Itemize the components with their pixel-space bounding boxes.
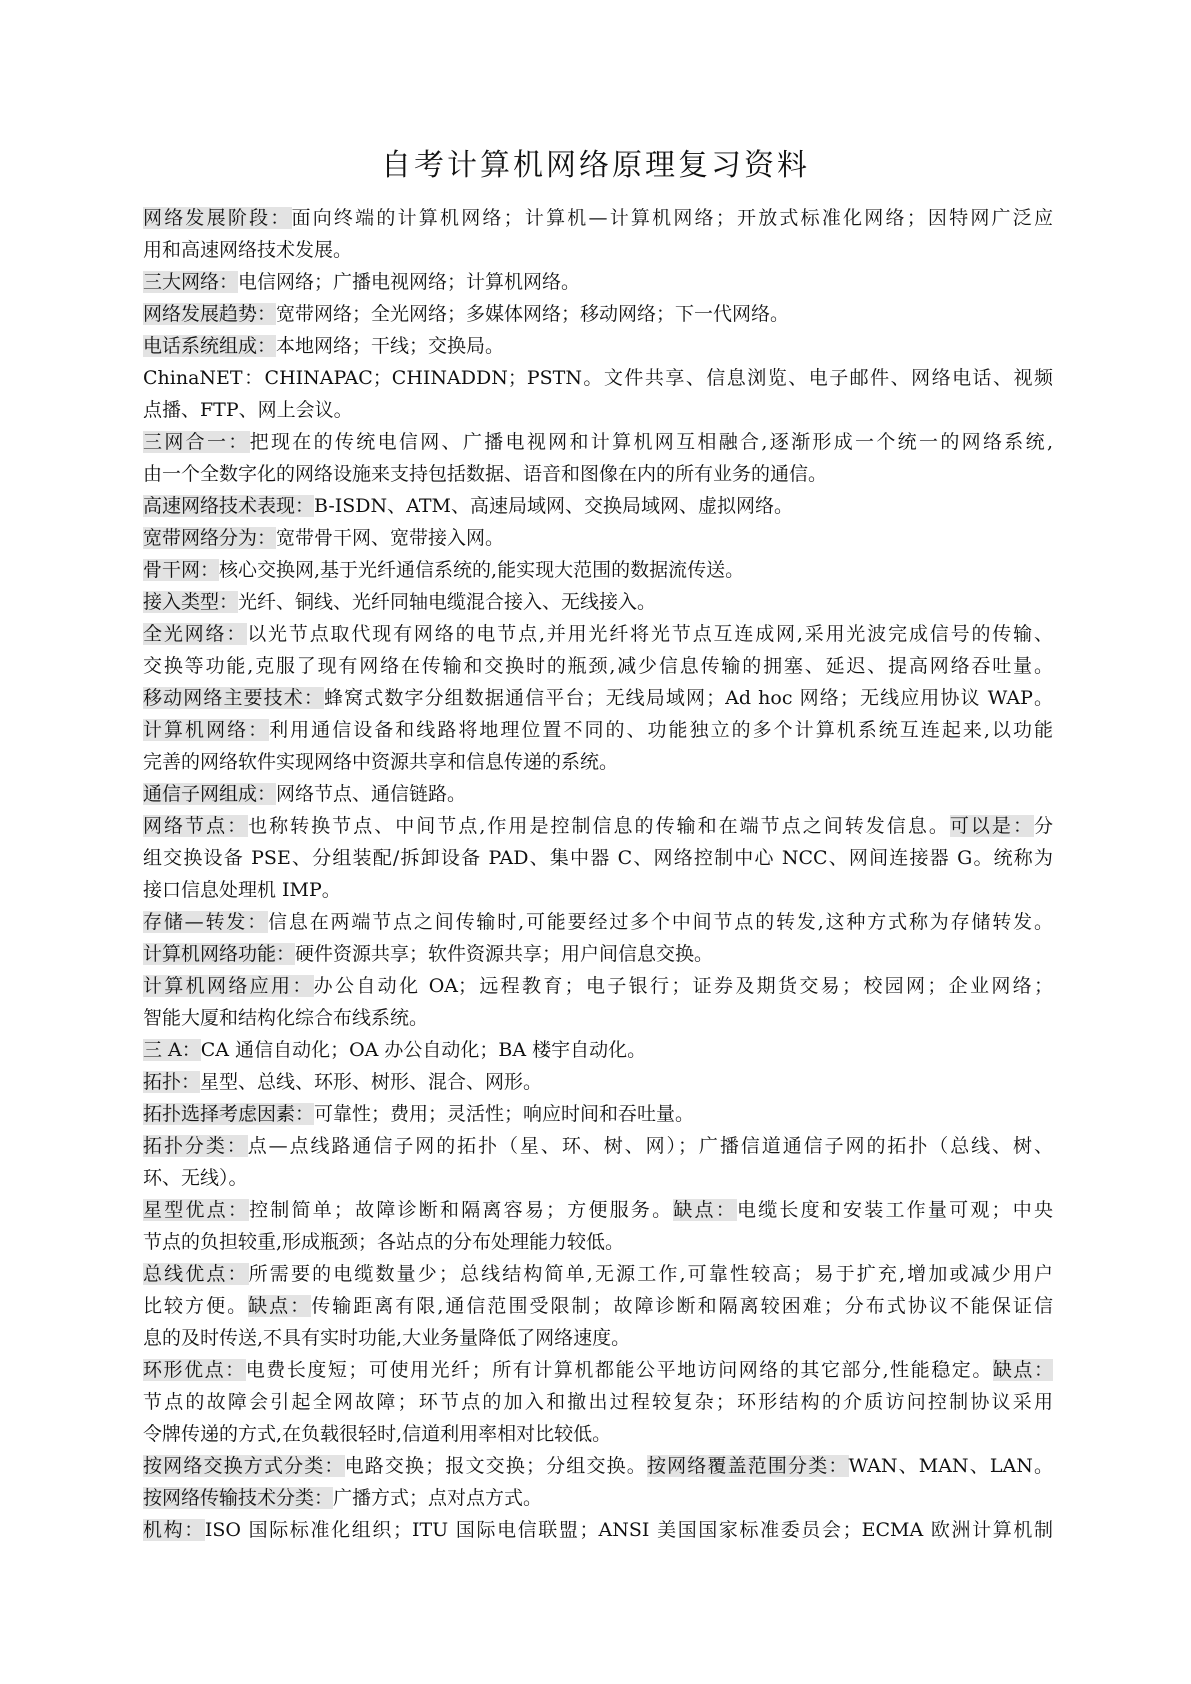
text-line [143, 1194, 1053, 1226]
text-line [143, 490, 1053, 522]
highlighted-term: 通信子网组成： [143, 783, 277, 805]
highlighted-term: 宽带网络分为： [143, 527, 277, 549]
text-line [143, 714, 1053, 746]
text-line [143, 778, 1053, 810]
highlighted-term: 缺点： [248, 1295, 312, 1317]
text-segment: ISO 国际标准化组织；ITU 国际电信联盟；ANSI 美国国家标准委员会；ECMA 欧洲计算机制 [204, 1519, 1053, 1541]
text-line [143, 458, 1053, 490]
text-segment: 也称转换节点、中间节点,作用是控制信息的传输和在端节点之间转发信息。 [248, 815, 950, 837]
highlighted-term: 接入类型： [143, 591, 239, 613]
text-segment: 节点的负担较重,形成瓶颈；各站点的分布处理能力较低。 [143, 1231, 625, 1253]
text-segment: 节点的故障会引起全网故障；环节点的加入和撤出过程较复杂；环形结构的介质访问控制协议采用 [143, 1391, 1053, 1413]
text-line [143, 650, 1053, 682]
text-segment: 蜂窝式数字分组数据通信平台；无线局域网；Ad hoc 网络；无线应用协议 WAP。 [324, 687, 1053, 709]
text-segment: 电费长度短；可使用光纤；所有计算机都能公平地访问网络的其它部分,性能稳定。 [245, 1359, 993, 1381]
highlighted-term: 三网合一： [143, 431, 250, 453]
text-segment: 核心交换网,基于光纤通信系统的,能实现大范围的数据流传送。 [219, 559, 745, 581]
text-line [143, 1162, 1053, 1194]
text-segment: 完善的网络软件实现网络中资源共享和信息传递的系统。 [143, 751, 619, 773]
text-segment: 组交换设备 PSE、分组装配/拆卸设备 PAD、集中器 C、网络控制中心 NCC、网间连接器 G。统称为 [143, 847, 1053, 869]
text-segment: 面向终端的计算机网络；计算机—计算机网络；开放式标准化网络；因特网广泛应 [291, 207, 1053, 229]
highlighted-term: 网络发展趋势： [143, 303, 277, 325]
highlighted-term: 高速网络技术表现： [143, 495, 315, 517]
text-line [143, 586, 1053, 618]
text-line [143, 906, 1053, 938]
text-segment: 信息在两端节点之间传输时,可能要经过多个中间节点的转发,这种方式称为存储转发。 [268, 911, 1053, 933]
text-segment: 宽带骨干网、宽带接入网。 [276, 527, 505, 549]
highlighted-term: 网络节点： [143, 815, 249, 837]
highlighted-term: 存储—转发： [143, 911, 269, 933]
text-segment: B-ISDN、ATM、高速局域网、交换局域网、虚拟网络。 [314, 495, 793, 517]
text-line [143, 618, 1053, 650]
text-line [143, 874, 1053, 906]
text-segment: 点播、FTP、网上会议。 [143, 399, 353, 421]
text-line [143, 1226, 1053, 1258]
text-segment: 光纤、铜线、光纤同轴电缆混合接入、无线接入。 [238, 591, 657, 613]
highlighted-term: 计算机网络功能： [143, 943, 296, 965]
text-line [143, 1322, 1053, 1354]
text-segment: 所需要的电缆数量少；总线结构简单,无源工作,可靠性较高；易于扩充,增加或减少用户 [248, 1263, 1053, 1285]
text-segment: 息的及时传送,不具有实时功能,大业务量降低了网络速度。 [143, 1327, 631, 1349]
text-line [143, 554, 1053, 586]
highlighted-term: 移动网络主要技术： [143, 687, 325, 709]
text-segment: 电路交换；报文交换；分组交换。 [344, 1455, 647, 1477]
text-segment: 分 [1033, 815, 1053, 837]
highlighted-term: 按网络传输技术分类： [143, 1487, 334, 1509]
highlighted-term: 可以是： [949, 815, 1034, 837]
highlighted-term: 电话系统组成： [143, 335, 277, 357]
text-segment: 网络节点、通信链路。 [276, 783, 467, 805]
highlighted-term: 网络发展阶段： [143, 207, 292, 229]
text-segment: 电信网络；广播电视网络；计算机网络。 [238, 271, 581, 293]
text-line [143, 1258, 1053, 1290]
text-segment: 环、无线）。 [143, 1167, 248, 1189]
text-segment: CA 通信自动化；OA 办公自动化；BA 楼宇自动化。 [200, 1039, 647, 1061]
highlighted-term: 缺点： [992, 1359, 1053, 1381]
text-line [143, 298, 1053, 330]
text-line [143, 394, 1053, 426]
text-line [143, 1066, 1053, 1098]
document-title: 自考计算机网络原理复习资料 [381, 148, 810, 183]
text-line [143, 1034, 1053, 1066]
text-segment: 点—点线路通信子网的拓扑（星、环、树、网）；广播信道通信子网的拓扑（总线、树、 [247, 1135, 1053, 1157]
text-segment: WAN、MAN、LAN。 [848, 1455, 1053, 1477]
text-line [143, 522, 1053, 554]
text-segment: 利用通信设备和线路将地理位置不同的、功能独立的多个计算机系统互连起来,以功能 [269, 719, 1053, 741]
highlighted-term: 机构： [143, 1519, 205, 1541]
text-line [143, 1386, 1053, 1418]
document-body [143, 202, 1053, 1546]
text-segment: 星型、总线、环形、树形、混合、网形。 [200, 1071, 543, 1093]
highlighted-term: 计算机网络应用： [143, 975, 314, 997]
text-line [143, 746, 1053, 778]
text-segment: ChinaNET：CHINAPAC；CHINADDN；PSTN。文件共享、信息浏览、电子邮件、网络电话、视频 [143, 367, 1053, 389]
text-line [143, 1482, 1053, 1514]
text-segment: 用和高速网络技术发展。 [143, 239, 353, 261]
highlighted-term: 全光网络： [143, 623, 248, 645]
text-line [143, 330, 1053, 362]
text-line [143, 938, 1053, 970]
highlighted-term: 拓扑分类： [143, 1135, 248, 1157]
text-segment: 交换等功能,克服了现有网络在传输和交换时的瓶颈,减少信息传输的拥塞、延迟、提高网络吞吐量。 [143, 655, 1053, 677]
text-segment: 宽带网络；全光网络；多媒体网络；移动网络；下一代网络。 [276, 303, 790, 325]
highlighted-term: 三 A： [143, 1039, 201, 1061]
text-line [143, 202, 1053, 234]
highlighted-term: 星型优点： [143, 1199, 250, 1221]
highlighted-term: 拓扑： [143, 1071, 201, 1093]
highlighted-term: 计算机网络： [143, 719, 270, 741]
highlighted-term: 拓扑选择考虑因素： [143, 1103, 315, 1125]
highlighted-term: 按网络交换方式分类： [143, 1455, 345, 1477]
text-segment: 由一个全数字化的网络设施来支持包括数据、语音和图像在内的所有业务的通信。 [143, 463, 828, 485]
text-segment: 控制简单；故障诊断和隔离容易；方便服务。 [249, 1199, 674, 1221]
text-line [143, 426, 1053, 458]
text-segment: 本地网络；干线；交换局。 [276, 335, 505, 357]
text-line [143, 1290, 1053, 1322]
text-line [143, 682, 1053, 714]
text-line [143, 842, 1053, 874]
text-line [143, 1002, 1053, 1034]
text-line [143, 1354, 1053, 1386]
text-line [143, 362, 1053, 394]
text-line [143, 1418, 1053, 1450]
highlighted-term: 总线优点： [143, 1263, 249, 1285]
text-line [143, 234, 1053, 266]
text-segment: 传输距离有限,通信范围受限制；故障诊断和隔离较困难；分布式协议不能保证信 [311, 1295, 1053, 1317]
text-segment: 比较方便。 [143, 1295, 249, 1317]
text-line [143, 810, 1053, 842]
highlighted-term: 缺点： [673, 1199, 737, 1221]
text-segment: 可靠性；费用；灵活性；响应时间和吞吐量。 [314, 1103, 695, 1125]
highlighted-term: 三大网络： [143, 271, 239, 293]
highlighted-term: 按网络覆盖范围分类： [646, 1455, 849, 1477]
text-line [143, 266, 1053, 298]
text-line [143, 1130, 1053, 1162]
text-line [143, 1450, 1053, 1482]
text-segment: 智能大厦和结构化综合布线系统。 [143, 1007, 429, 1029]
text-segment: 接口信息处理机 IMP。 [143, 879, 341, 901]
text-segment: 以光节点取代现有网络的电节点,并用光纤将光节点互连成网,采用光波完成信号的传输、 [247, 623, 1053, 645]
highlighted-term: 骨干网： [143, 559, 220, 581]
text-segment: 把现在的传统电信网、广播电视网和计算机网互相融合,逐渐形成一个统一的网络系统, [249, 431, 1053, 453]
text-line [143, 1514, 1053, 1546]
text-line [143, 970, 1053, 1002]
highlighted-term: 环形优点： [143, 1359, 246, 1381]
text-segment: 广播方式；点对点方式。 [333, 1487, 543, 1509]
text-segment: 令牌传递的方式,在负载很轻时,信道利用率相对比较低。 [143, 1423, 612, 1445]
text-line [143, 1098, 1053, 1130]
text-segment: 电缆长度和安装工作量可观；中央 [736, 1199, 1053, 1221]
text-segment: 硬件资源共享；软件资源共享；用户间信息交换。 [295, 943, 714, 965]
text-segment: 办公自动化 OA；远程教育；电子银行；证券及期货交易；校园网；企业网络； [313, 975, 1053, 997]
